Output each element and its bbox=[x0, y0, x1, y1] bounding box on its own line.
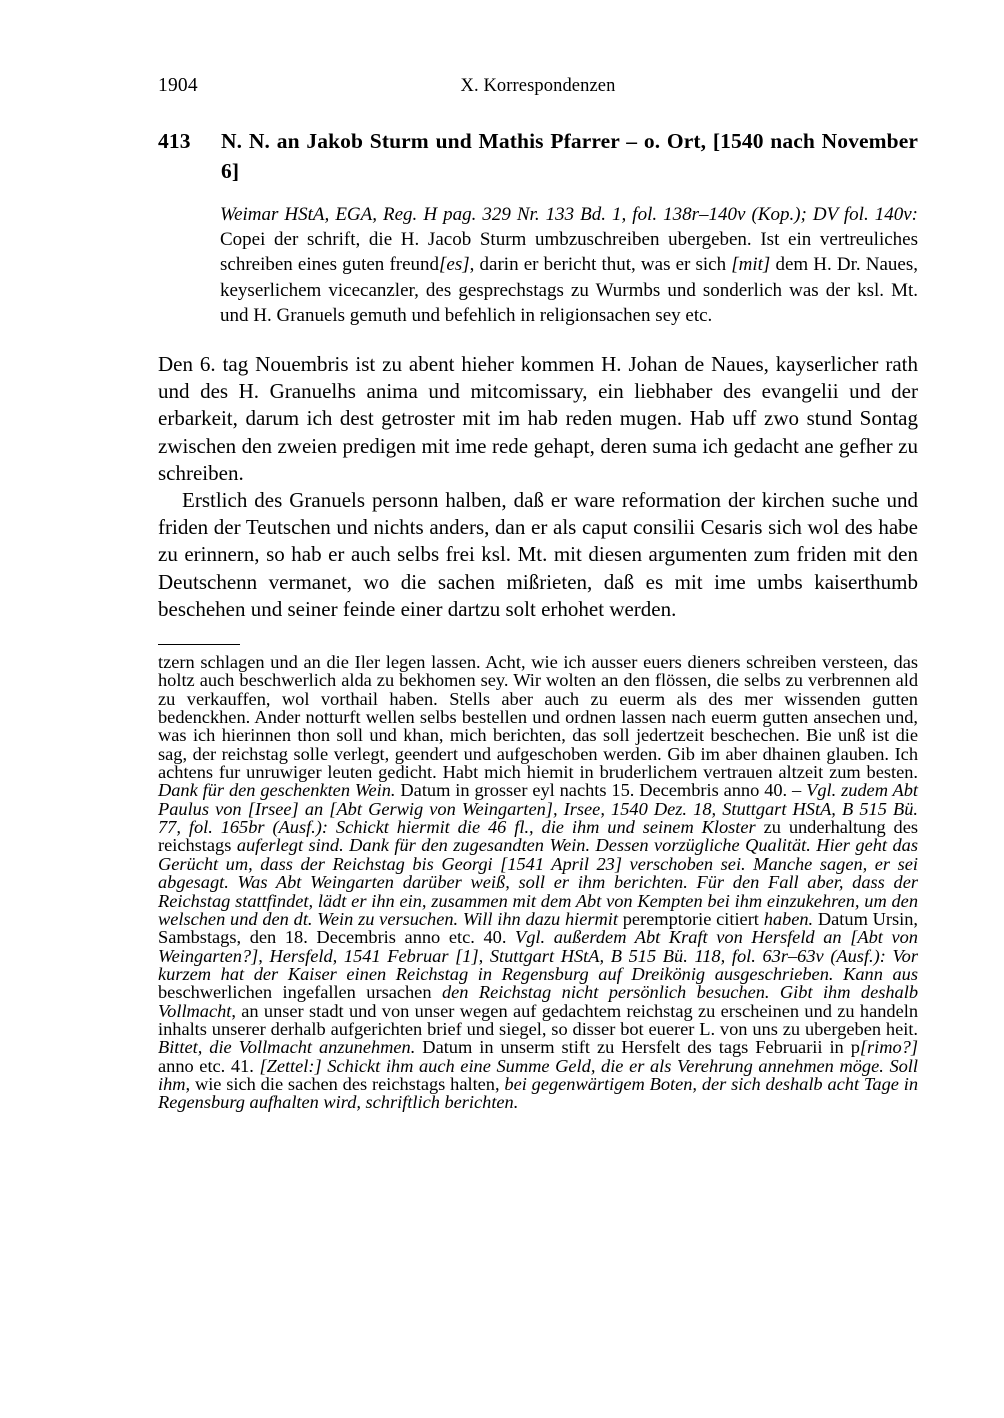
fn-roman-7: , an unser stadt und von unser wegen auf gedachtem reichstag zu erscheinen und zu handeln inhalts unserer derhalb aufgerichten brief und siegel, so disser bot euerer L. von uns zu ubergeben heit. bbox=[158, 1000, 918, 1039]
archival-text-3: dem H. Dr. Naues, keyserlichem vicecanzler, des gesprechstags zu Wurmbs und sonderlich was der ksl. Mt. und H. Granuels gemuth und befehlich in religionsachen sey etc. bbox=[220, 254, 918, 326]
fn-italic-5: Vgl. außerdem Abt Kraft von Hersfeld an [Abt von Weingarten?], Hersfeld, 1541 Februar [1], Stuttgart HStA, B 515 Bü. 118, fol. 63r–63v (Ausf.): Vor kurzem hat der Kaiser einen Reichstag in Regensburg auf Dreikönig ausgeschrieben. Kann aus bbox=[158, 927, 918, 984]
fn-italic-8: [rimo?] bbox=[859, 1037, 918, 1058]
fn-roman-2: Datum in grosser eyl nachts 15. Decembris anno 40. – bbox=[395, 780, 807, 801]
fn-roman-10: wie sich die sachen des reichstags halten, bbox=[190, 1073, 505, 1094]
fn-italic-1: Dank für den geschenkten Wein. bbox=[158, 780, 396, 801]
archival-note bbox=[220, 202, 918, 328]
fn-italic-10: bei gegenwärtigem Boten, der sich deshalb acht Tage in Regensburg aufhalten wird, schriftlich berichten. bbox=[158, 1073, 918, 1113]
fn-roman-1: tzern schlagen und an die Iler legen lassen. Acht, wie ich ausser euers dieners schreiben versteen, das holtz auch beschwerlich alda zu bekhomen sey. Wir wolten an den flössen, die selbs zu verbrennen ald zu verkauffen, wol vorthail haben. Stells aber auch zu euerm als des mer wissenden gutten bedenckhen. Ander notturft wellen selbs bestellen und ordnen lassen nach euerm gutten ansechen und, was ich hierinnen thon soll und khan, mich berichten, das soll jedertzeit beschechen. Bie unß ist die sag, der reichstag solle verlegt, geendert und aufgeschoben werden. Gib im aber dhainen glauben. Ich achtens fur unruwiger leuten gedicht. Habt mich hiemit in bruderlichem vertrauen altzeit zum besten. bbox=[158, 652, 918, 783]
fn-italic-7: Bittet, die Vollmacht anzunehmen. bbox=[158, 1037, 416, 1058]
fn-roman-8: Datum in unserm stift zu Hersfelt des tags Februarii in p bbox=[415, 1037, 860, 1058]
fn-italic-6: den Reichstag nicht persönlich besuchen. Gibt ihm deshalb Vollmacht bbox=[158, 982, 918, 1021]
fn-roman-5: Datum Ursin, Sambstags, den 18. Decembris anno etc. 40. bbox=[158, 908, 918, 948]
page-content bbox=[158, 0, 918, 1112]
fn-roman-9: anno etc. 41. bbox=[158, 1055, 260, 1076]
archival-text-2: , darin er bericht thut, was er sich bbox=[469, 254, 732, 276]
body-paragraph-2: Erstlich des Granuels personn halben, daß er ware reformation der kirchen suche und friden der Teutschen und nichts anders, dan er als caput consilii Cesaris sich wol des habe zu erinnern, so hab er auch selbs frei ksl. Mt. mit diesen argumenten zum friden mit den Deutschenn vermanet, wo die sachen mißrieten, daß es mit ime umbs kaiserthumb beschehen und seiner feinde einer dartzu solt erhohet werden. bbox=[158, 488, 918, 621]
fn-italic-2: Vgl. zudem Abt Paulus von [Irsee] an [Abt Gerwig von Weingarten], Irsee, 1540 Dez. 18, Stuttgart HStA, B 515 Bü. 77, fol. 165br (Ausf.): Schickt hiermit die 46 fl., die ihm und seinem Kloster bbox=[158, 780, 919, 838]
footnote-text bbox=[158, 653, 918, 1112]
running-head-title: X. Korrespondenzen bbox=[460, 76, 616, 96]
archival-source: Weimar HStA, EGA, Reg. H pag. 329 Nr. 133 Bd. 1, fol. 138r–140v (Kop.); DV fol. 140v: bbox=[220, 204, 918, 225]
footnote-separator-rule bbox=[158, 644, 240, 645]
fn-roman-6: beschwerlichen ingefallen ursachen bbox=[158, 982, 442, 1003]
fn-italic-3: auferlegt sind. Dank für den zugesandten Wein. Dessen vorzügliche Qualität. Hier geht das Gerücht um, dass der Reichstag bis Georgi [1541 April 23] verschoben sei. Manche sagen, er sei abgesagt. Was Abt Weingarten darüber weiß, soll er ihm berichten. Für den Fall aber, dass der Reichstag stattfindet, lädt er ihn ein, zusammen mit dem Abt von Kempten bei ihm einzukehren, um den welschen und den dt. Wein zu versuchen. Will ihn dazu hiermit bbox=[158, 835, 918, 929]
archival-text-1: Copei der schrift, die H. Jacob Sturm umbzuschreiben ubergeben. Ist ein vertreuliches schreiben eines guten freund bbox=[220, 229, 918, 276]
archival-italic-1: [es] bbox=[439, 254, 470, 276]
fn-italic-9: [Zettel:] Schickt ihm auch eine Summe Geld, die er als Verehrung annehmen möge. Soll ihm, bbox=[158, 1055, 918, 1094]
archival-italic-2: [mit] bbox=[731, 254, 771, 276]
running-head bbox=[158, 74, 918, 108]
document-heading bbox=[158, 126, 918, 186]
page-number: 1904 bbox=[158, 75, 198, 96]
document-title: N. N. an Jakob Sturm und Mathis Pfarrer – o. Ort, [1540 nach November 6] bbox=[221, 129, 918, 183]
fn-italic-4: haben. bbox=[763, 908, 814, 929]
fn-roman-3: zu underhaltung des reichstags bbox=[158, 817, 918, 856]
body-paragraph-1: Den 6. tag Nouembris ist zu abent hieher kommen H. Johan de Naues, kayserlicher rath und des H. Granuelhs anima und mitcomissary, ein liebhaber des evangelii und der erbarkeit, darum ich dest getroster mit im hab reden mugen. Hab uff zwo stund Sontag zwischen den zweien predigen mit ime rede gehapt, deren suma ich gedacht ane gefher zu schreiben. bbox=[158, 352, 918, 485]
footnote-block bbox=[158, 644, 918, 1112]
document-number: 413 bbox=[158, 129, 191, 153]
fn-roman-4: peremptorie citiert bbox=[617, 908, 764, 929]
